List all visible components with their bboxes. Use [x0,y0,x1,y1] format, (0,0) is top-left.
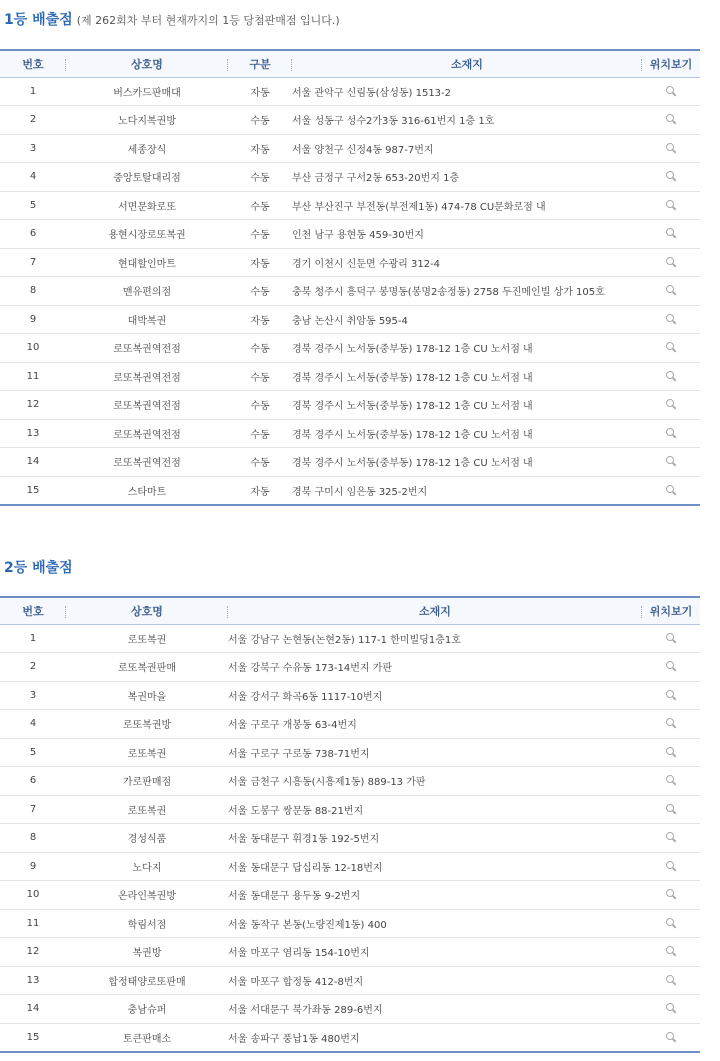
magnifier-icon[interactable] [666,399,676,409]
store-address: 서울 강남구 논현동(논현2동) 117-1 한미빌딩1층1호 [228,634,461,646]
section2-heading [4,557,73,577]
map-view-cell [642,106,700,135]
store-name: 노다지 [132,862,162,874]
table-row [0,1023,700,1052]
map-view-cell [642,305,700,334]
pick-type: 수동 [250,201,270,213]
magnifier-icon[interactable] [666,861,676,871]
magnifier-icon[interactable] [666,200,676,210]
section1-subtitle: (제 262회차 부터 현재까지의 1등 당첨판매점 입니다.) [76,14,340,27]
map-view-cell [642,448,700,477]
store-name: 스타마트 [127,486,167,498]
store-name: 로또복권방 [122,720,172,732]
store-address: 경북 경주시 노서동(중부동) 178-12 1층 CU 노서점 내 [292,344,533,356]
col-header-address: 소재지 [292,50,642,77]
row-number: 3 [29,142,37,154]
pick-type: 자동 [250,87,270,99]
map-view-cell [642,681,700,710]
row-number: 10 [26,889,40,901]
table-row [0,277,700,306]
store-name: 경성식품 [127,834,167,846]
store-address: 서울 강서구 화곡6동 1117-10번지 [228,691,383,703]
section1-heading [4,9,340,29]
map-view-cell [642,220,700,249]
table-row [0,681,700,710]
store-address: 서울 마포구 합정동 412-8번지 [228,976,364,988]
row-number: 6 [29,775,37,787]
store-address: 부산 금정구 구서2동 653-20번지 1층 [292,173,460,185]
magnifier-icon[interactable] [666,747,676,757]
magnifier-icon[interactable] [666,171,676,181]
pick-type: 수동 [250,401,270,413]
map-view-cell [642,738,700,767]
magnifier-icon[interactable] [666,633,676,643]
store-address: 인천 남구 용현동 459-30번지 [292,230,424,242]
magnifier-icon[interactable] [666,1003,676,1013]
table-row [0,134,700,163]
store-name: 현대할인마트 [118,258,176,270]
store-address: 서울 관악구 신림동(삼성동) 1513-2 [292,87,452,99]
magnifier-icon[interactable] [666,456,676,466]
table-row [0,881,700,910]
store-address: 경기 이천시 신둔면 수광리 312-4 [292,258,441,270]
row-number: 12 [26,399,40,411]
table-row [0,824,700,853]
pick-type: 자동 [250,486,270,498]
map-view-cell [642,966,700,995]
row-number: 4 [29,718,37,730]
row-number: 14 [26,1003,40,1015]
magnifier-icon[interactable] [666,946,676,956]
pick-type: 수동 [250,429,270,441]
magnifier-icon[interactable] [666,718,676,728]
winners-2nd-table [0,596,700,1053]
row-number: 10 [26,342,40,354]
row-number: 8 [29,285,37,297]
store-name: 토큰판매소 [122,1033,172,1045]
store-name: 로또복권역전점 [113,429,181,441]
row-number: 2 [29,114,37,126]
map-view-cell [642,163,700,192]
store-name: 복권마을 [127,691,167,703]
magnifier-icon[interactable] [666,257,676,267]
row-number: 1 [29,85,37,97]
pick-type: 수동 [250,230,270,242]
row-number: 1 [29,632,37,644]
store-address: 서울 성동구 성수2가3동 316-61번지 1층 1호 [292,116,495,128]
table-row [0,653,700,682]
magnifier-icon[interactable] [666,832,676,842]
magnifier-icon[interactable] [666,804,676,814]
table-row [0,995,700,1024]
row-number: 14 [26,456,40,468]
magnifier-icon[interactable] [666,661,676,671]
magnifier-icon[interactable] [666,485,676,495]
store-address: 서울 동대문구 용두동 9-2번지 [228,891,361,903]
magnifier-icon[interactable] [666,918,676,928]
store-address: 서울 동작구 본동(노량진제1동) 400 [228,919,387,931]
table-row [0,909,700,938]
map-view-cell [642,881,700,910]
map-view-cell [642,191,700,220]
map-view-cell [642,767,700,796]
table-header-row [0,597,700,624]
magnifier-icon[interactable] [666,975,676,985]
store-address: 서울 도봉구 쌍문동 88-21번지 [228,805,364,817]
pick-type: 수동 [250,116,270,128]
table-row [0,305,700,334]
map-view-cell [642,710,700,739]
magnifier-icon[interactable] [666,1032,676,1042]
winners-1st-table [0,49,700,506]
col-header-no: 번호 [0,597,66,624]
row-number: 7 [29,803,37,815]
map-view-cell [642,909,700,938]
row-number: 5 [29,199,37,211]
store-name: 세종장식 [127,144,167,156]
map-view-cell [642,362,700,391]
store-name: 로또복권판매 [118,663,176,675]
store-name: 버스카드판매대 [113,87,181,99]
row-number: 12 [26,946,40,958]
map-view-cell [642,391,700,420]
table-row [0,77,700,106]
pick-type: 자동 [250,258,270,270]
map-view-cell [642,938,700,967]
store-name: 로또복권 [127,805,167,817]
section2-title: 2등 배출점 [4,560,73,576]
table-row [0,106,700,135]
store-name: 합정태양로또판매 [108,976,186,988]
magnifier-icon[interactable] [666,314,676,324]
store-address: 서울 구로구 구로동 738-71번지 [228,748,370,760]
store-name: 학림서점 [127,919,167,931]
store-name: 용현시장로또복권 [108,230,186,242]
store-name: 로또복권역전점 [113,401,181,413]
table-row [0,767,700,796]
magnifier-icon[interactable] [666,428,676,438]
table-row [0,220,700,249]
table-row [0,334,700,363]
pick-type: 수동 [250,372,270,384]
store-name: 로또복권역전점 [113,344,181,356]
table-row [0,966,700,995]
row-number: 13 [26,974,40,986]
store-name: 충남슈퍼 [127,1005,167,1017]
col-header-map: 위치보기 [649,57,693,71]
col-header-map: 위치보기 [649,604,693,618]
magnifier-icon[interactable] [666,371,676,381]
pick-type: 수동 [250,287,270,299]
store-address: 서울 양천구 신정4동 987-7번지 [292,144,434,156]
row-number: 9 [29,313,37,325]
row-number: 11 [26,917,40,929]
magnifier-icon[interactable] [666,86,676,96]
store-name: 온라인복권방 [118,891,176,903]
magnifier-icon[interactable] [666,342,676,352]
map-view-cell [642,77,700,106]
row-number: 15 [26,484,40,496]
store-name: 로또복권역전점 [113,372,181,384]
table-row [0,852,700,881]
table-row [0,448,700,477]
magnifier-icon[interactable] [666,775,676,785]
map-view-cell [642,852,700,881]
row-number: 9 [29,860,37,872]
map-view-cell [642,1023,700,1052]
table-row [0,624,700,653]
store-name: 중앙토탈대리점 [113,173,181,185]
store-name: 로또복권 [127,748,167,760]
table-row [0,795,700,824]
store-address: 충남 논산시 취암동 595-4 [292,315,408,327]
col-header-address: 소재지 [228,597,642,624]
map-view-cell [642,334,700,363]
table-row [0,738,700,767]
store-address: 서울 동대문구 답십리동 12-18번지 [228,862,383,874]
pick-type: 자동 [250,144,270,156]
store-address: 충북 청주시 흥덕구 봉명동(봉명2송정동) 2758 두진메인빌 상가 105호 [292,287,605,299]
store-address: 경북 경주시 노서동(중부동) 178-12 1층 CU 노서점 내 [292,458,533,470]
row-number: 6 [29,228,37,240]
row-number: 5 [29,746,37,758]
map-view-cell [642,248,700,277]
row-number: 3 [29,689,37,701]
store-name: 로또복권역전점 [113,458,181,470]
section1-title: 1등 배출점 [4,12,73,28]
pick-type: 수동 [250,344,270,356]
table-row [0,362,700,391]
col-header-name: 상호명 [66,597,228,624]
table-row [0,938,700,967]
map-view-cell [642,476,700,505]
row-number: 15 [26,1031,40,1043]
pick-type: 수동 [250,458,270,470]
magnifier-icon[interactable] [666,285,676,295]
map-view-cell [642,995,700,1024]
store-address: 서울 마포구 염리동 154-10번지 [228,948,370,960]
table-row [0,391,700,420]
store-address: 부산 부산진구 부전동(부전제1동) 474-78 CU문화로점 내 [292,201,546,213]
row-number: 4 [29,171,37,183]
store-name: 복권방 [132,948,162,960]
table-row [0,191,700,220]
store-name: 로또복권 [127,634,167,646]
store-address: 서울 구로구 개봉동 63-4번지 [228,720,357,732]
table-row [0,419,700,448]
magnifier-icon[interactable] [666,690,676,700]
map-view-cell [642,134,700,163]
map-view-cell [642,624,700,653]
row-number: 7 [29,256,37,268]
store-address: 서울 서대문구 북가좌동 289-6번지 [228,1005,383,1017]
store-name: 노다지복권방 [118,116,176,128]
store-name: 맨유편의점 [122,287,172,299]
store-name: 가로판매점 [122,777,172,789]
col-header-no: 번호 [0,50,66,77]
pick-type: 자동 [250,315,270,327]
map-view-cell [642,653,700,682]
magnifier-icon[interactable] [666,114,676,124]
magnifier-icon[interactable] [666,889,676,899]
table-row [0,163,700,192]
table-row [0,248,700,277]
map-view-cell [642,824,700,853]
store-name: 대박복권 [127,315,167,327]
store-address: 서울 금천구 시흥동(시흥제1동) 889-13 가판 [228,777,426,789]
table-row [0,476,700,505]
magnifier-icon[interactable] [666,143,676,153]
map-view-cell [642,795,700,824]
store-address: 경북 경주시 노서동(중부동) 178-12 1층 CU 노서점 내 [292,372,533,384]
store-name: 서면문화로또 [118,201,176,213]
row-number: 8 [29,832,37,844]
row-number: 11 [26,370,40,382]
store-address: 서울 동대문구 휘경1동 192-5번지 [228,834,380,846]
col-header-name: 상호명 [66,50,228,77]
store-address: 서울 강북구 수유동 173-14번지 가판 [228,663,393,675]
store-address: 경북 경주시 노서동(중부동) 178-12 1층 CU 노서점 내 [292,429,533,441]
pick-type: 수동 [250,173,270,185]
map-view-cell [642,277,700,306]
map-view-cell [642,419,700,448]
store-address: 경북 구미시 임은동 325-2번지 [292,486,428,498]
magnifier-icon[interactable] [666,228,676,238]
col-header-type: 구분 [228,50,292,77]
row-number: 2 [29,661,37,673]
store-address: 경북 경주시 노서동(중부동) 178-12 1층 CU 노서점 내 [292,401,533,413]
table-row [0,710,700,739]
row-number: 13 [26,427,40,439]
store-address: 서울 송파구 풍납1동 480번지 [228,1033,360,1045]
table-header-row [0,50,700,77]
